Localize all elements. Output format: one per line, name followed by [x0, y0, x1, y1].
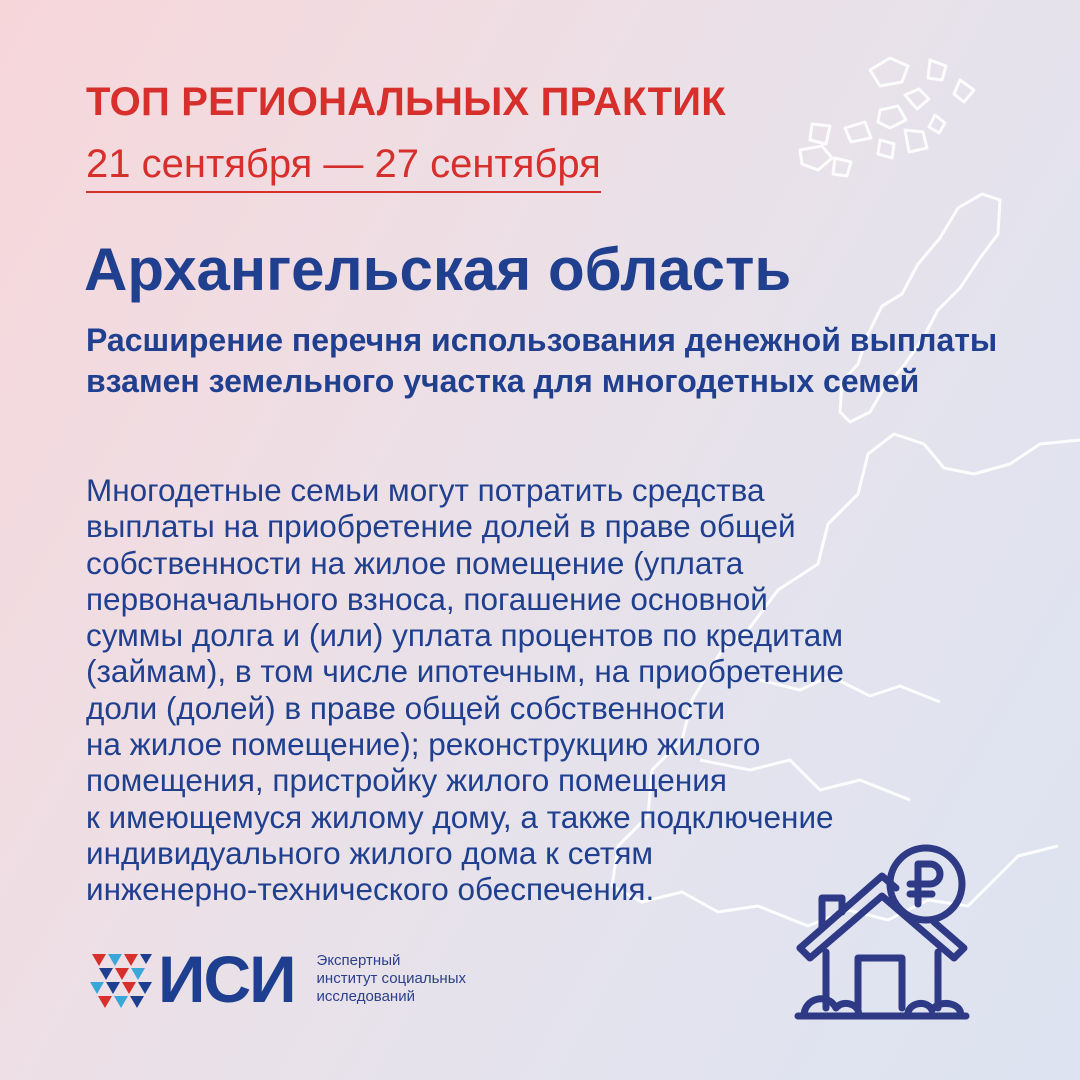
logo-wordmark: ИСИ — [158, 942, 295, 1016]
description-line: (займам), в том числе ипотечным, на приобретение — [86, 653, 844, 690]
house-with-ruble-icon — [792, 840, 972, 1030]
practice-subtitle: Расширение перечня использования денежной выплаты взамен земельного участка для многодетных семей — [86, 322, 998, 399]
logo-desc-line: исследований — [316, 988, 415, 1005]
description-line: помещения, пристройку жилого помещения — [86, 762, 727, 799]
description-line: доли (долей) в праве общей собственности — [86, 689, 726, 726]
description-line: первоначального взноса, погашение основной — [86, 580, 768, 617]
description-line: инженерно-технического обеспечения. — [86, 871, 655, 908]
description-line: выплаты на приобретение долей в праве общей — [86, 508, 796, 545]
date-range: 21 сентября — 27 сентября — [86, 138, 601, 193]
region-title: Архангельская область — [84, 236, 792, 303]
logo-desc-line: Экспертный — [316, 952, 401, 969]
logo-description — [317, 952, 466, 1006]
description-line: индивидуального жилого дома к сетям — [86, 834, 654, 871]
description-line: к имеющемуся жилому дому, а также подключение — [86, 798, 834, 835]
isi-logo — [86, 944, 466, 1014]
description-line: на жилое помещение); реконструкцию жилого — [86, 726, 761, 763]
isi-logo-mark-icon — [86, 944, 156, 1014]
description-line: собственности на жилое помещение (уплата — [86, 544, 744, 581]
description-line: суммы долга и (или) уплата процентов по кредитам — [86, 617, 843, 654]
section-kicker: ТОП РЕГИОНАЛЬНЫХ ПРАКТИК — [86, 80, 726, 124]
logo-desc-line: институт социальных — [316, 970, 466, 987]
description-line: Многодетные семьи могут потратить средства — [86, 472, 765, 508]
